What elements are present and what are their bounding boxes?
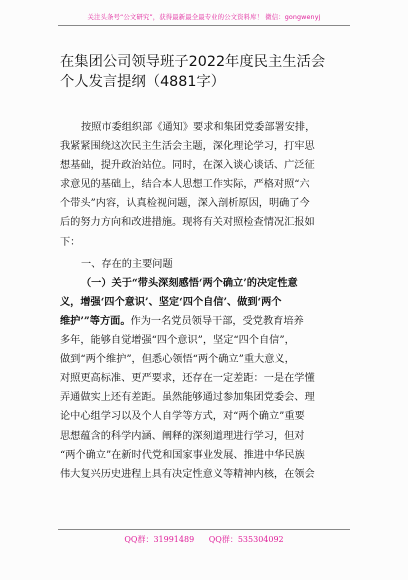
point-1-body-start: 作为一名党员领导干部，受党教育培养 — [130, 315, 304, 327]
point-1-body-line: 伟大复兴历史进程上具有决定性意义等精神内核，在领会 — [60, 468, 315, 480]
intro-line: 我紧紧围绕这次民主生活会主题，深化理论学习，打牢思 — [60, 141, 315, 153]
qq-group-2: QQ群：535304092 — [208, 535, 284, 544]
point-1-body-line: “两个确立”在新时代党和国家事业发展、推进中华民族 — [60, 449, 305, 461]
intro-line: 求意见的基础上，结合本人思想工作实际，严格对照“六 — [60, 179, 310, 191]
intro-line: 后的努力方向和改进措施。现将有关对照检查情况汇报如 — [60, 217, 315, 229]
point-1-mixed-line — [60, 312, 352, 331]
point-1-heading-line: 义，增强‘四个意识’、坚定‘四个自信’、做到‘两个 — [60, 295, 282, 308]
point-1-body-line: 思想蕴含的科学内涵、阐释的深刻道理进行学习，但对 — [60, 430, 305, 442]
section-heading: 一、存在的主要问题 — [81, 258, 173, 270]
intro-line: 想基础，提升政治站位。同时，在深入谈心谈话、广泛征 — [60, 160, 315, 172]
intro-line: 个带头”内容，认真检视问题，深入剖析原因，明确了今 — [60, 198, 310, 210]
footer-divider — [58, 529, 350, 530]
qq-group-1: QQ群：31991489 — [124, 535, 195, 544]
intro-line: 按照市委组织部《通知》要求和集团党委部署安排， — [81, 122, 316, 133]
point-1-body-line: 论中心组学习以及个人自学等方式，对“两个确立”重要 — [60, 411, 305, 423]
header-divider — [58, 25, 350, 26]
title-line-2: 个人发言提纲（4881字） — [60, 74, 226, 90]
document-title — [60, 52, 360, 92]
point-1-paragraph — [60, 274, 352, 484]
point-1-body-line: 做到“两个维护”，但悉心领悟“两个确立”重大意义， — [60, 354, 295, 366]
document-body — [60, 118, 352, 484]
intro-line: 下： — [60, 236, 81, 248]
point-1-body-line: 多年，能够自觉增强“四个意识”，坚定“四个自信”， — [60, 335, 295, 347]
point-1-heading-end: 维护’”等方面。 — [60, 314, 131, 327]
title-line-1: 在集团公司领导班子2022年度民主生活会 — [60, 54, 326, 70]
point-1-body-line: 对照更高标准、更严要求，还存在一定差距：一是在学懂 — [60, 373, 315, 385]
point-1-heading-line: （一）关于“带头深刻感悟‘两个确立’的决定性意 — [81, 276, 298, 289]
promo-header: 关注头条号“公文研究”，获得最新最全最专业的公文资料库！ 微信：gongwenyj — [87, 13, 321, 21]
promo-footer — [58, 534, 350, 545]
point-1-body-line: 弄通做实上还有差距。虽然能够通过参加集团党委会、理 — [60, 392, 315, 404]
intro-paragraph — [60, 118, 352, 252]
